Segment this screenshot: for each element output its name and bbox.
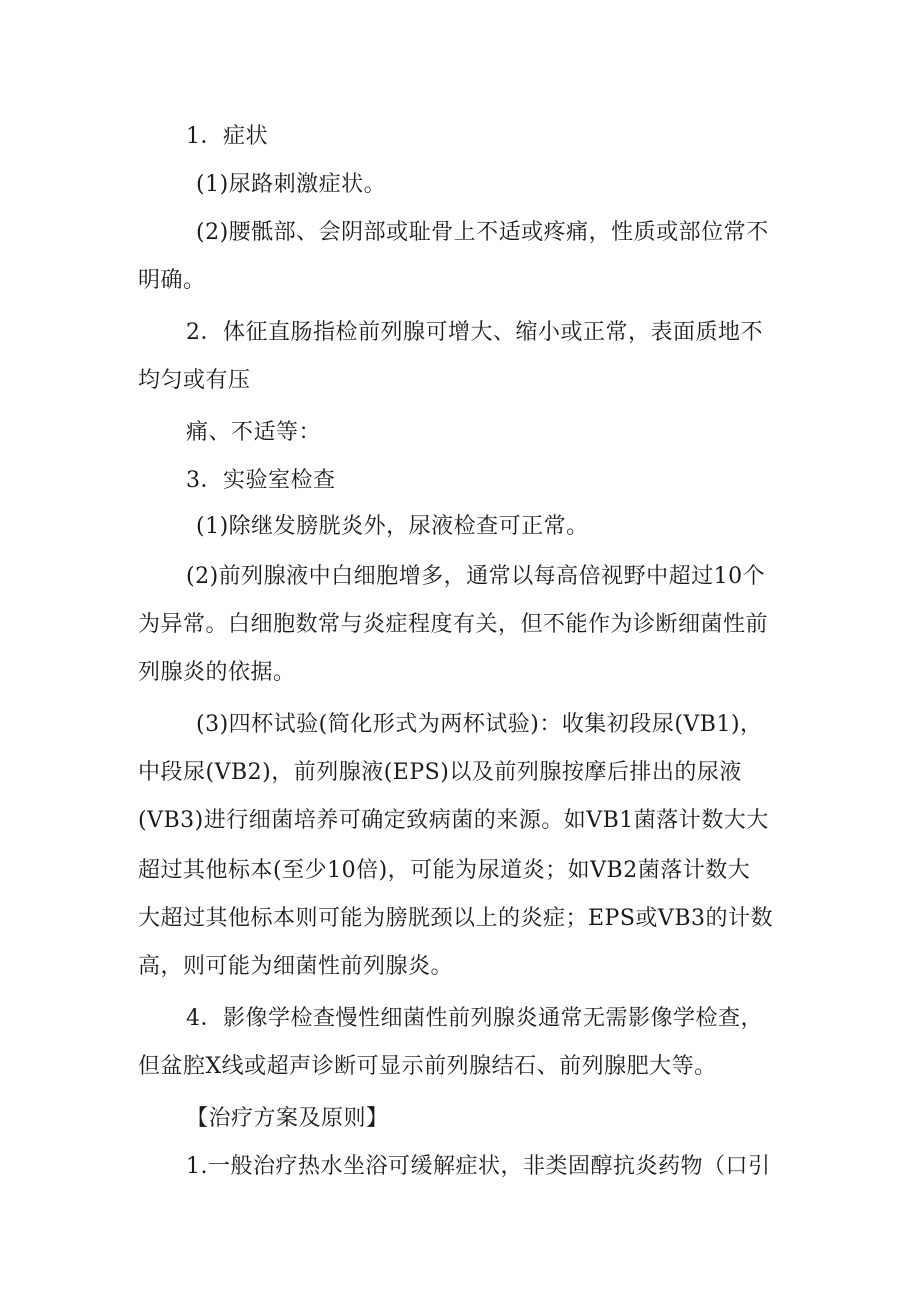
heading-imaging: 4．影像学检查慢性细菌性前列腺炎通常无需影像学检查， xyxy=(186,1006,763,1031)
paragraph-line: (1)尿路刺激症状。 xyxy=(196,172,387,197)
paragraph-line: 明确。 xyxy=(138,268,206,293)
paragraph-line: 超过其他标本(至少10倍)，可能为尿道炎；如VB2菌落计数大 xyxy=(138,858,751,883)
paragraph-line: 高，则可能为细菌性前列腺炎。 xyxy=(138,954,454,979)
paragraph-line: (3)四杯试验(简化形式为两杯试验)：收集初段尿(VB1)， xyxy=(196,712,763,737)
paragraph-line: 大超过其他标本则可能为膀胱颈以上的炎症；EPS或VB3的计数 xyxy=(138,906,773,931)
paragraph-line: (1)除继发膀胱炎外，尿液检查可正常。 xyxy=(196,514,589,539)
paragraph-line: 列腺炎的依据。 xyxy=(138,660,296,685)
paragraph-line: 1.一般治疗热水坐浴可缓解症状，非类固醇抗炎药物（口引 xyxy=(186,1154,771,1179)
paragraph-line: (VB3)进行细菌培养可确定致病菌的来源。如VB1菌落计数大大 xyxy=(138,808,769,833)
heading-symptoms: 1．症状 xyxy=(186,124,268,149)
paragraph-line: 痛、不适等： xyxy=(186,420,322,445)
paragraph-line: 但盆腔X线或超声诊断可显示前列腺结石、前列腺肥大等。 xyxy=(138,1054,717,1079)
heading-lab-tests: 3．实验室检查 xyxy=(186,468,336,493)
paragraph-line: (2)腰骶部、会阴部或耻骨上不适或疼痛，性质或部位常不 xyxy=(196,220,769,245)
paragraph-line: 中段尿(VB2)，前列腺液(EPS)以及前列腺按摩后排出的尿液 xyxy=(138,760,742,785)
section-heading-treatment: 【治疗方案及原则】 xyxy=(186,1106,389,1131)
paragraph-line: 均匀或有压 xyxy=(138,368,251,393)
heading-signs: 2．体征直肠指检前列腺可增大、缩小或正常，表面质地不 xyxy=(186,320,763,345)
paragraph-line: (2)前列腺液中白细胞增多，通常以每高倍视野中超过10个 xyxy=(186,564,766,589)
paragraph-line: 为异常。白细胞数常与炎症程度有关，但不能作为诊断细菌性前 xyxy=(138,612,769,637)
